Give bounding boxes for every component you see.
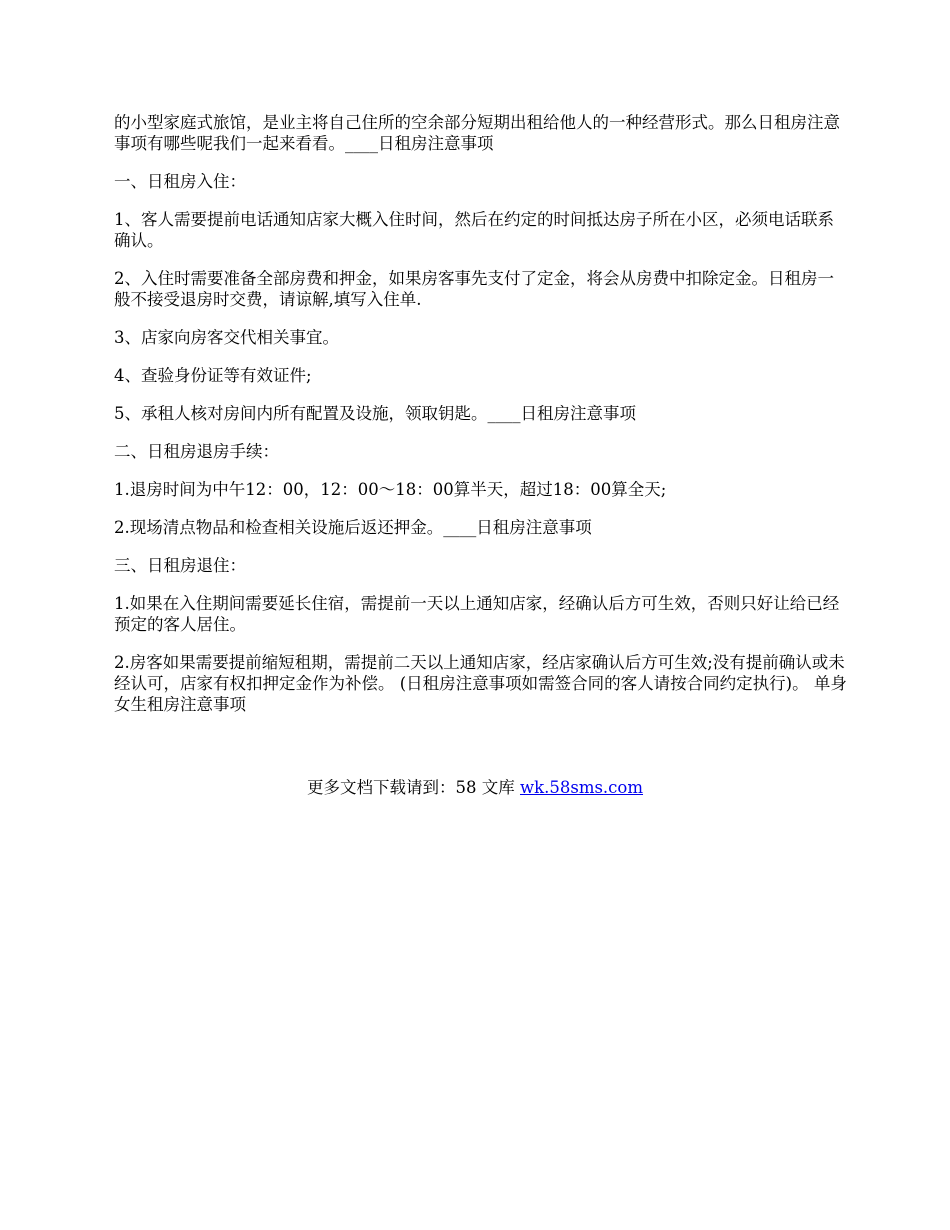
section-heading-checkout: 二、日租房退房手续：: [114, 442, 279, 461]
checkout-item-1: 1.退房时间为中午12：00，12：00～18：00算半天，超过18：00算全天;: [114, 480, 667, 499]
download-footer: [0, 777, 950, 798]
cancellation-item-1: 1.如果在入住期间需要延长住宿，需提前一天以上通知店家，经确认后方可生效，否则只好让给已经预定的客人居住。: [114, 594, 840, 634]
check-in-item-5: 5、承租人核对房间内所有配置及设施，领取钥匙。____日租房注意事项: [114, 404, 636, 423]
document-body: [114, 112, 849, 732]
section-heading-cancellation: 三、日租房退住：: [114, 556, 246, 575]
footer-link[interactable]: wk.58sms.com: [519, 778, 643, 797]
section-heading-check-in: 一、日租房入住：: [114, 172, 246, 191]
check-in-item-2: 2、入住时需要准备全部房费和押金，如果房客事先支付了定金，将会从房费中扣除定金。日租房一般不接受退房时交费，请谅解,填写入住单.: [114, 269, 834, 309]
check-in-item-3: 3、店家向房客交代相关事宜。: [114, 328, 339, 347]
check-in-item-1: 1、客人需要提前电话通知店家大概入住时间，然后在约定的时间抵达房子所在小区，必须电话联系确认。: [114, 210, 834, 250]
checkout-item-2: 2.现场清点物品和检查相关设施后返还押金。____日租房注意事项: [114, 518, 592, 537]
check-in-item-4: 4、查验身份证等有效证件;: [114, 366, 312, 385]
intro-paragraph: 的小型家庭式旅馆，是业主将自己住所的空余部分短期出租给他人的一种经营形式。那么日租房注意事项有哪些呢我们一起来看看。____日租房注意事项: [114, 113, 840, 153]
footer-prefix: 更多文档下载请到：58 文库: [306, 778, 520, 797]
cancellation-item-2: 2.房客如果需要提前缩短租期，需提前二天以上通知店家，经店家确认后方可生效;没有提前确认或未经认可，店家有权扣押定金作为补偿。 (日租房注意事项如需签合同的客人请按合同约定执行)。 单身女生租房注意事项: [114, 653, 847, 714]
